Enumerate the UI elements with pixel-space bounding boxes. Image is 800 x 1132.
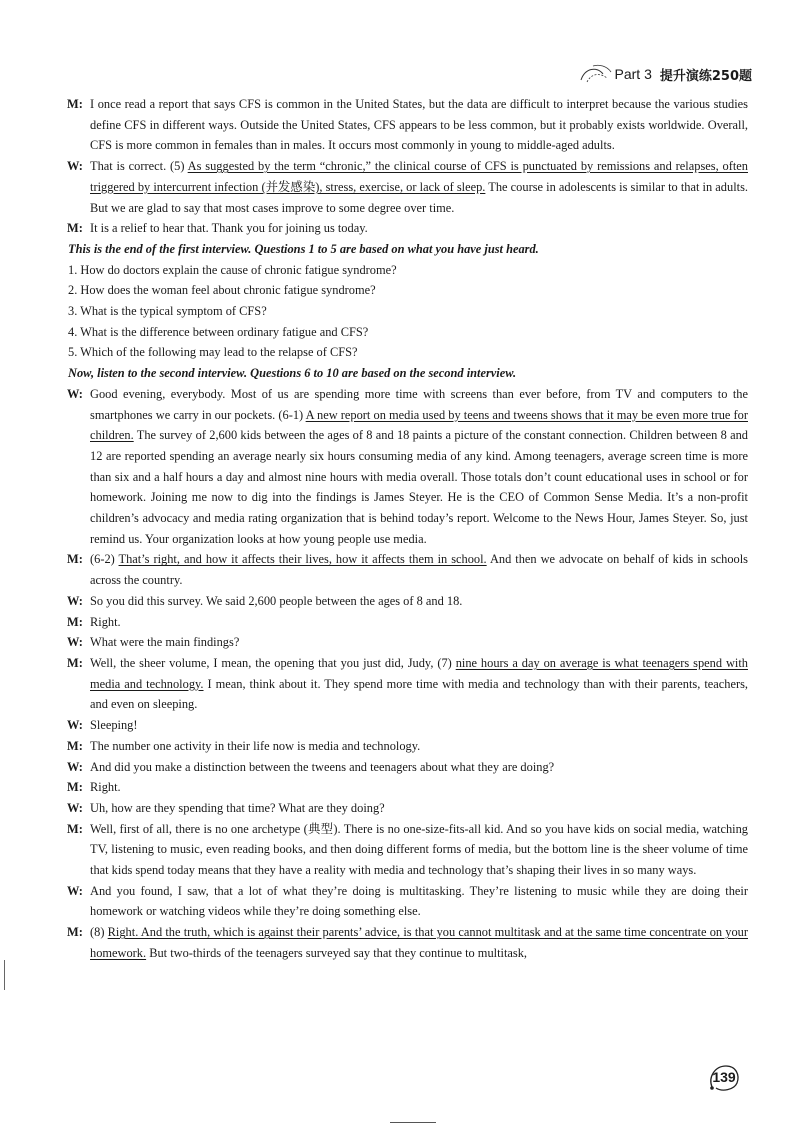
- dialogue-line: [60, 591, 748, 612]
- text-segment: 5. Which of the following may lead to the relapse of CFS?: [68, 345, 358, 360]
- page-header: [577, 62, 753, 86]
- speaker-label: M:: [67, 821, 83, 836]
- header-title: 提升演练250题: [659, 68, 752, 84]
- dialogue-line: [60, 384, 748, 550]
- question-item: [60, 342, 748, 363]
- dialogue-line: [60, 736, 748, 757]
- instruction-line: [60, 239, 748, 260]
- question-item: [60, 301, 748, 322]
- header-part-label: Part 3: [614, 66, 652, 82]
- speaker-label: M:: [67, 221, 83, 236]
- speaker-label: M:: [67, 552, 83, 567]
- underlined-answer-text: nine hours a day on average is what teenagers spend with media and technology.: [90, 655, 748, 691]
- text-segment: And then we advocate on behalf of kids in schools across the country.: [90, 552, 748, 588]
- speaker-label: M:: [67, 97, 83, 111]
- page-number-badge: [707, 1063, 741, 1093]
- speaker-label: W:: [67, 593, 83, 608]
- text-segment: This is the end of the first interview. Questions 1 to 5 are based on what you have just heard.: [68, 241, 539, 256]
- text-segment: Good evening, everybody. Most of us are spending more time with screens than ever before, from TV and computers to the smartphones we carry in our pockets. (6-1): [90, 386, 748, 422]
- instruction-line: [60, 363, 748, 384]
- text-segment: And you found, I saw, that a lot of what they’re doing is multitasking. They’re listening to music while they are doing their homework or watching videos while they’re doing something else.: [90, 883, 748, 919]
- dialogue-line: [60, 922, 748, 963]
- dialogue-line: [60, 218, 748, 239]
- text-segment: (8): [90, 925, 108, 940]
- text-segment: Right.: [90, 780, 121, 795]
- text-segment: Right.: [90, 614, 121, 629]
- text-segment: 4. What is the difference between ordinary fatigue and CFS?: [68, 324, 369, 339]
- speaker-label: W:: [67, 883, 83, 898]
- question-item: [60, 280, 748, 301]
- speaker-label: M:: [67, 655, 83, 670]
- text-segment: But two-thirds of the teenagers surveyed say that they continue to multitask,: [146, 945, 528, 960]
- speaker-label: W:: [67, 635, 83, 650]
- text-segment: That is correct. (5): [90, 159, 188, 174]
- text-segment: Now, listen to the second interview. Questions 6 to 10 are based on the second interview.: [68, 366, 517, 381]
- question-item: [60, 322, 748, 343]
- text-segment: Well, first of all, there is no one archetype (典型). There is no one-size-fits-all kid. And so you have kids on social media, watching TV, listening to music, even reading books, and then doing different forms of media, but the bottom line is the sheer volume of time that kids spend today means that they have a reality with media and technology that’s shaping their lives in so many ways.: [90, 821, 748, 878]
- dialogue-line: [60, 653, 748, 715]
- transcript-body: [60, 94, 748, 964]
- dialogue-line: [60, 156, 748, 218]
- dialogue-line: [60, 777, 748, 798]
- dialogue-line: [60, 757, 748, 778]
- dialogue-line: [60, 798, 748, 819]
- dialogue-line: [60, 819, 748, 881]
- text-segment: Uh, how are they spending that time? What are they doing?: [90, 800, 385, 815]
- text-segment: Sleeping!: [90, 718, 138, 733]
- text-segment: 2. How does the woman feel about chronic fatigue syndrome?: [68, 283, 376, 298]
- speaker-label: M:: [67, 925, 83, 940]
- text-segment: What were the main findings?: [90, 635, 240, 650]
- swirl-decoration-icon: [577, 62, 613, 86]
- dialogue-line: [60, 715, 748, 736]
- dialogue-line: [60, 881, 748, 922]
- dialogue-line: [60, 549, 748, 590]
- underlined-answer-text: That’s right, and how it affects their lives, how it affects them in school.: [118, 552, 487, 567]
- dialogue-line: [60, 612, 748, 633]
- text-segment: Well, the sheer volume, I mean, the opening that you just did, Judy, (7): [90, 655, 456, 670]
- text-segment: The number one activity in their life now is media and technology.: [90, 738, 421, 753]
- speaker-label: W:: [67, 759, 83, 774]
- footer-rule: [390, 1122, 436, 1123]
- text-segment: 1. How do doctors explain the cause of chronic fatigue syndrome?: [68, 262, 397, 277]
- speaker-label: W:: [67, 386, 83, 401]
- speaker-label: W:: [67, 159, 83, 174]
- text-segment: 3. What is the typical symptom of CFS?: [68, 304, 267, 319]
- underlined-answer-text: A new report on media used by teens and tweens shows that it may be even more true for children.: [90, 407, 748, 443]
- margin-mark: [4, 960, 5, 990]
- text-segment: It is a relief to hear that. Thank you for joining us today.: [90, 221, 368, 236]
- speaker-label: M:: [67, 614, 83, 629]
- text-segment: And did you make a distinction between the tweens and teenagers about what they are doing?: [90, 759, 555, 774]
- underlined-answer-text: As suggested by the term “chronic,” the clinical course of CFS is punctuated by remissions and relapses, often triggered by intercurrent infection (并发感染), stress, exercise, or lack of sleep.: [90, 159, 748, 194]
- text-segment: So you did this survey. We said 2,600 people between the ages of 8 and 18.: [90, 593, 463, 608]
- text-segment: (6-2): [90, 552, 119, 567]
- dialogue-line: [60, 632, 748, 653]
- page-number: 139: [712, 1069, 736, 1085]
- text-segment: I once read a report that says CFS is common in the United States, but the data are difficult to interpret because the various studies define CFS in different ways. Outside the United States, CFS appears to be less common, but it probably exists worldwide. Overall, CFS is more common in females than in males. It occurs most commonly in young to middle-aged adults.: [90, 97, 748, 153]
- speaker-label: M:: [67, 780, 83, 795]
- underlined-answer-text: Right. And the truth, which is against their parents’ advice, is that you cannot multitask and at the same time concentrate on your homework.: [90, 925, 748, 960]
- speaker-label: M:: [67, 738, 83, 753]
- dialogue-line: [60, 94, 748, 156]
- text-segment: I mean, think about it. They spend more time with media and technology than with their parents, teachers, and even on sleeping.: [90, 676, 748, 712]
- text-segment: The course in adolescents is similar to that in adults. But we are glad to say that most cases improve to some degree over time.: [90, 179, 748, 215]
- speaker-label: W:: [67, 800, 83, 815]
- text-segment: The survey of 2,600 kids between the ages of 8 and 18 paints a picture of the constant connection. Children between 8 and 12 are reported spending an average nearly six hours consuming media of any kind. Among teenagers, average screen time is more than six and a half hours a day and almost nine hours with media overall. Those totals don’t count educational uses in school or for homework. Joining me now to dig into the findings is James Steyer. He is the CEO of Common Sense Media. It’s a non-profit children’s advocacy and media rating organization that is behind today’s report. Welcome to the News Hour, James Steyer. So, just remind us. Your organization looks at how young people use media.: [90, 428, 748, 546]
- speaker-label: W:: [67, 718, 83, 733]
- question-item: [60, 260, 748, 281]
